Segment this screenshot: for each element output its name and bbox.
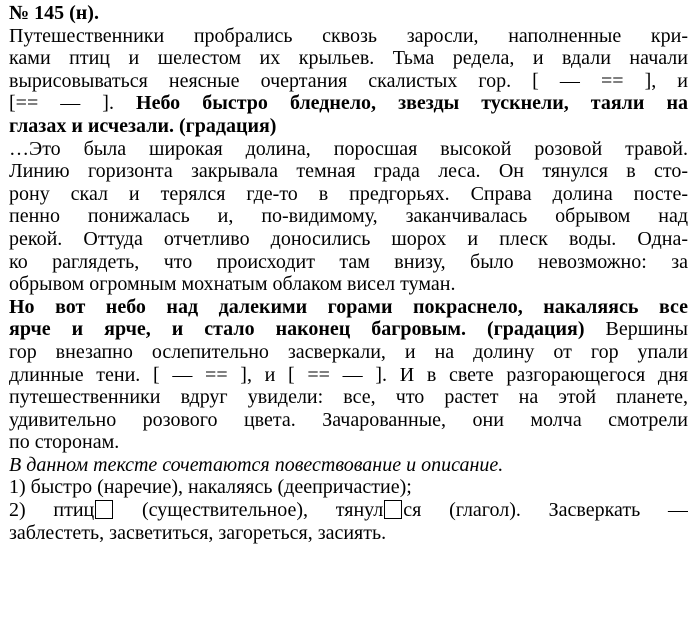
scheme-text: [== — ]. — [9, 92, 137, 115]
answer-2 — [9, 499, 688, 522]
paragraph-3 — [9, 296, 688, 454]
bold-sentence: Но вот небо над далекими горами покраснело, накаляясь все — [9, 295, 688, 318]
text-line: обрывом огромным мохнатым облаком висел туман. — [9, 273, 456, 296]
answer-3: заблестеть, засветиться, загореться, засиять. — [9, 521, 387, 544]
text-line: ками птиц и шелестом их крыльев. Тьма редела, и вдали начали — [9, 47, 688, 70]
text-line: пенно понижалась и, по-видимому, заканчивалась обрывом над — [9, 205, 688, 228]
italic-note: В данном тексте сочетаются повествование и описание. — [9, 453, 504, 476]
suffix-box-icon — [384, 500, 402, 519]
paragraph-1 — [9, 25, 688, 138]
text-line: рону скал и терялся где-то в предгорьях. Справа долина посте- — [9, 182, 688, 205]
answer-fragment: 2) птиц — [9, 499, 95, 522]
text-line: рекой. Оттуда отчетливо доносились шорох и плеск воды. Одна- — [9, 227, 688, 250]
paragraph-2 — [9, 138, 688, 296]
answer-fragment: ся (глагол). Засверкать — — [403, 499, 688, 522]
exercise-heading: № 145 (н). — [9, 2, 99, 24]
answer-fragment: (существительное), тянул — [114, 499, 384, 522]
bold-sentence: Небо быстро бледнело, звезды тускнели, таяли на — [136, 92, 688, 115]
text-fragment: Вершины — [584, 318, 688, 341]
text-line: Путешественники пробрались сквозь заросли, наполненные кри- — [9, 24, 688, 47]
text-line: гор внезапно ослепительно засверкали, и на долину от гор упали — [9, 340, 688, 363]
text-line: вырисовываться неясные очертания скалистых гор. [ — == ], и — [9, 69, 688, 92]
text-line — [9, 318, 688, 341]
text-line: по сторонам. — [9, 431, 120, 454]
text-line — [9, 92, 688, 115]
text-line: удивительно розового цвета. Зачарованные, они молча смотрели — [9, 408, 688, 431]
text-line: ко раглядеть, что происходит там внизу, было невозможно: за — [9, 250, 688, 273]
text-line: …Это была широкая долина, поросшая высокой розовой травой. — [9, 137, 688, 160]
answers — [9, 476, 688, 544]
text-line: длинные тени. [ — == ], и [ == — ]. И в свете разгорающегося дня — [9, 363, 688, 386]
bold-sentence-end: глазах и исчезали. (градация) — [9, 114, 277, 137]
answer-1: 1) быстро (наречие), накаляясь (деепричастие); — [9, 476, 412, 499]
text-line: путешественники вдруг увидели: все, что растет на этой планете, — [9, 386, 688, 409]
text-line: Линию горизонта закрывала темная града леса. Он тянулся в сто- — [9, 160, 688, 183]
ending-box-icon — [95, 500, 113, 519]
bold-sentence-end: ярче и ярче, и стало наконец багровым. (градация) — [9, 318, 585, 341]
